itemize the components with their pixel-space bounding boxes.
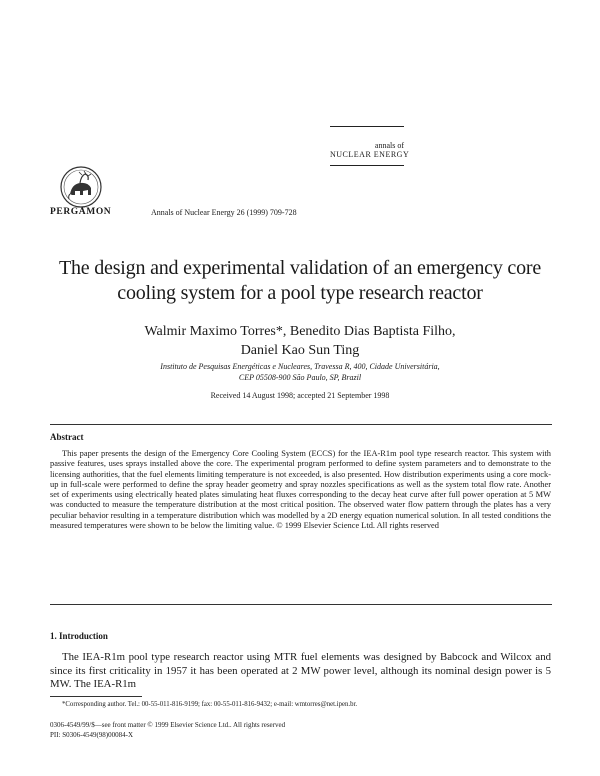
authors-line1: Walmir Maximo Torres*, Benedito Dias Baptista Filho,: [144, 324, 456, 339]
affiliation-line2: CEP 05508-900 São Paulo, SP, Brazil: [238, 373, 362, 382]
journal-box-line1: annals of: [374, 141, 404, 150]
authors-line2: Daniel Kao Sun Ting: [240, 343, 360, 358]
affiliation-line1: Instituto de Pesquisas Energéticas e Nucleares, Travessa R, 400, Cidade Universitária,: [160, 362, 440, 371]
journal-box-bottom-rule: [330, 165, 404, 166]
introduction-heading: 1. Introduction: [50, 631, 108, 641]
introduction-text: The IEA-R1m pool type research reactor using MTR fuel elements was designed by Babcock and Wilcox and since its first criticality in 1957 it has been operated at 2 MW power level, although its nominal design power is 5 MW. The IEA-R1m: [50, 651, 551, 690]
journal-citation: Annals of Nuclear Energy 26 (1999) 709-728: [151, 208, 297, 217]
footnote-rule: [50, 696, 142, 697]
journal-box-top-rule: [330, 126, 404, 127]
journal-title-box: [330, 126, 410, 166]
corresponding-author-footnote: *Corresponding author. Tel.: 00-55-011-816-9199; fax: 00-55-011-816-9432; e-mail: wmtorres@net.ipen.br.: [62, 701, 358, 708]
author-list: [40, 322, 560, 360]
article-title: The design and experimental validation of an emergency core cooling system for a pool type research reactor: [58, 257, 542, 304]
issn-line: 0306-4549/99/$—see front matter © 1999 Elsevier Science Ltd.. All rights reserved: [50, 721, 286, 729]
pii-line: PII: S0306-4549(98)00084-X: [50, 730, 134, 739]
abstract-top-rule: [50, 424, 552, 425]
abstract-text: This paper presents the design of the Emergency Core Cooling System (ECCS) for the IEA-R1m pool type research reactor. This system with passive features, uses sprays installed above the core. The experimental program performed to define system parameters and to demonstrate to the licensing authorities, that the fuel elements limiting temperature is not exceeded, is also presented. How distribution experiments using a core mock-up in full-scale were performed to define the spray header geometry and spray nozzles specifications as well as the system total flow rate. Another set of experiments using electrically heated plates simulating heat fluxes corresponding to the decay heat curve after full power operation at 5 MW was conducted to measure the temperature distribution at the most critical position. The observed water flow pattern through the plates has a very peculiar behavior resulting in a temperature distribution which was modelled by a 2D energy equation numerical solution. In all tested conditions the measured temperatures were shown to be below the limiting value. © 1999 Elsevier Science Ltd. All rights reserved: [50, 449, 551, 531]
affiliation: [40, 361, 560, 383]
publisher-name: PERGAMON: [50, 207, 112, 217]
abstract-bottom-rule: [50, 604, 552, 605]
abstract-heading: Abstract: [50, 432, 84, 442]
issn-pii-block: [50, 721, 285, 740]
journal-box-line2: NUCLEAR ENERGY: [330, 150, 410, 159]
received-dates: Received 14 August 1998; accepted 21 September 1998: [210, 391, 390, 400]
pergamon-logo-icon: [60, 166, 102, 208]
